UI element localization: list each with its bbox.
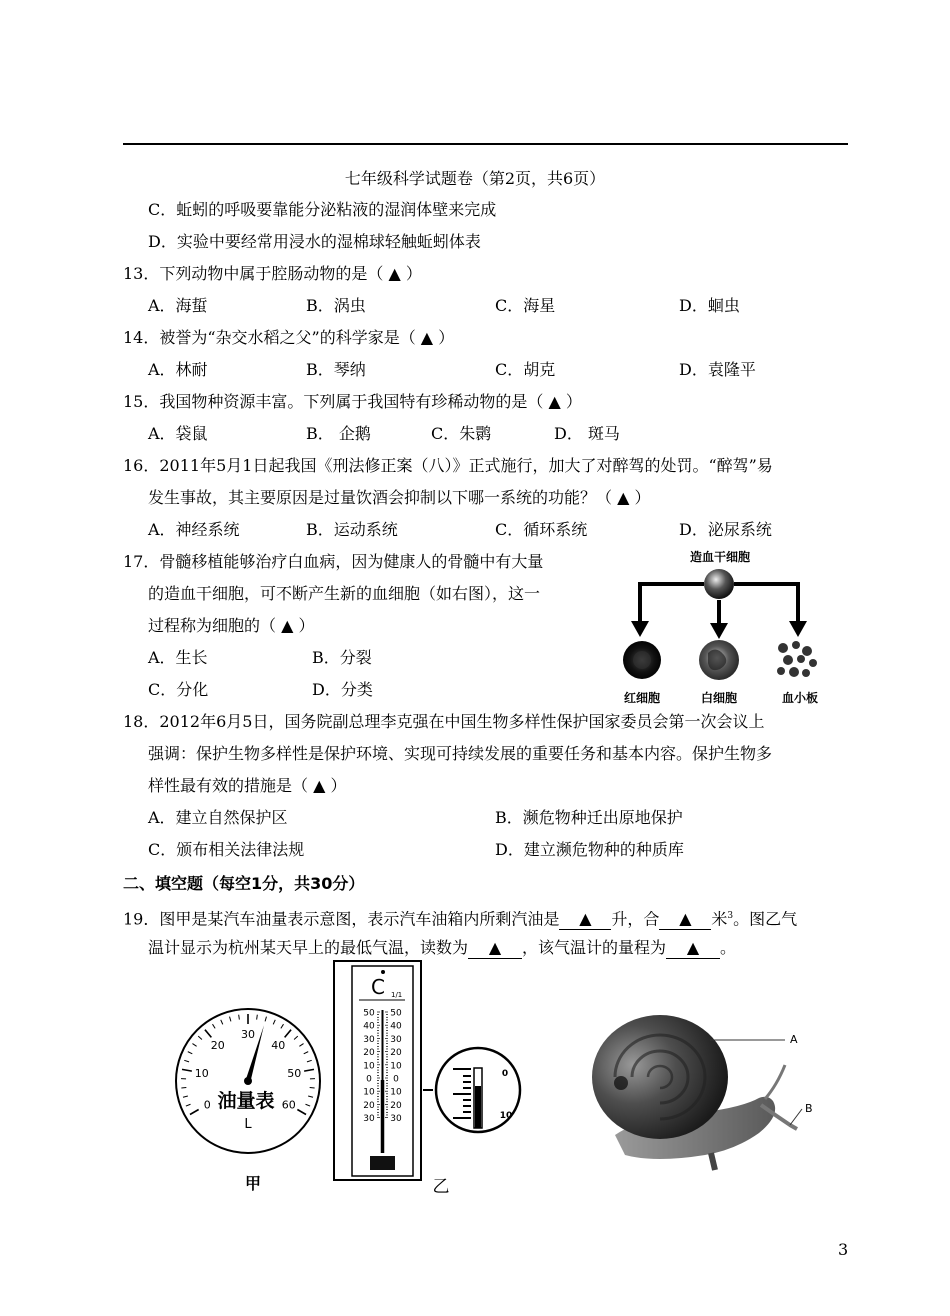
thermometer-scale-label: 20 — [363, 1048, 375, 1059]
arrowhead-white-icon — [710, 623, 728, 639]
gauge-tick — [310, 1087, 315, 1088]
q14-option-b: B．琴纳 — [306, 360, 366, 379]
red-cell-label: 红细胞 — [623, 691, 661, 705]
thermometer-scale-label: 50 — [390, 1008, 402, 1019]
section-2-title: 二、填空题（每空1分，共30分） — [123, 874, 365, 893]
q19-superscript: 3 — [727, 911, 734, 921]
q17-option-d: D．分类 — [312, 680, 373, 699]
q13-option-a: A．海蜇 — [148, 296, 208, 315]
q18-option-a: A．建立自然保护区 — [148, 808, 288, 827]
q17-line2: 的造血干细胞，可不断产生新的血细胞（如右图），这一 — [148, 584, 541, 603]
gauge-tick-label: 10 — [194, 1066, 209, 1080]
q18-option-c: C．颁布相关法律法规 — [148, 840, 305, 859]
q19-line1 — [123, 906, 797, 930]
thermometer-scale-label: 10 — [363, 1087, 375, 1098]
q17-option-c: C．分化 — [148, 680, 209, 699]
q16-line2: 发生事故，其主要原因是过量饮酒会抑制以下哪一系统的功能？（ ▲ ） — [148, 488, 651, 507]
gauge-caption: 甲 — [244, 1174, 262, 1193]
thermometer-scale-label: 10 — [363, 1061, 375, 1072]
zoom-liquid — [475, 1086, 481, 1128]
thermometer-scale-label: 30 — [390, 1034, 402, 1045]
zoom-label-0: 0 — [501, 1069, 509, 1079]
snail-tentacle-upper — [765, 1065, 785, 1099]
gauge-tick — [257, 1015, 258, 1020]
q17-option-b: B．分裂 — [312, 648, 372, 667]
fuel-gauge-figure — [175, 1003, 325, 1198]
q15-option-b: B． 企鹅 — [306, 424, 371, 443]
gauge-pivot — [244, 1077, 252, 1085]
thermometer-figure — [333, 960, 533, 1195]
q19-blank-reading: ▲ — [468, 938, 522, 959]
q13-option-b: B．涡虫 — [306, 296, 366, 315]
q13-stem: 13．下列动物中属于腔肠动物的是（ ▲ ） — [123, 264, 422, 283]
thermometer-caption: 乙 — [432, 1177, 450, 1195]
stem-cell-label: 造血干细胞 — [689, 550, 751, 564]
q14-option-a: A．林耐 — [148, 360, 208, 379]
stem-cell — [704, 569, 734, 599]
q18-option-b: B．濒危物种迁出原地保护 — [495, 808, 683, 827]
q19-text-1d: 。图乙气 — [733, 909, 798, 929]
q19-blank-range: ▲ — [666, 938, 720, 959]
thermometer-scale-label: 20 — [390, 1048, 402, 1059]
thermometer-scale-label: 10 — [390, 1061, 402, 1072]
thermometer-scale-label: 40 — [363, 1021, 375, 1032]
thermometer-scale-label: 30 — [390, 1114, 402, 1125]
q18-line1: 18．2012年6月5日，国务院副总理李克强在中国生物多样性保护国家委员会第一次会议上 — [123, 712, 765, 731]
arrow-to-platelet — [734, 584, 798, 623]
q17-option-a: A．生长 — [148, 648, 208, 667]
platelets — [777, 641, 817, 677]
snail-photo — [585, 1005, 825, 1175]
q15-option-a: A．袋鼠 — [148, 424, 208, 443]
thermometer-unit: C — [371, 975, 385, 999]
q16-option-c: C．循环系统 — [495, 520, 588, 539]
gauge-unit: L — [244, 1117, 252, 1132]
q16-option-a: A．神经系统 — [148, 520, 240, 539]
arrow-to-red — [640, 584, 704, 623]
q19-text-1c: 米 — [711, 909, 728, 929]
q19-line2 — [148, 938, 736, 959]
gauge-tick-label: 40 — [271, 1038, 286, 1052]
q18-line2: 强调：保护生物多样性是保护环境、实现可持续发展的重要任务和基本内容。保护生物多 — [148, 744, 773, 763]
q12-option-d: D．实验中要经常用浸水的湿棉球轻触蚯蚓体表 — [148, 232, 481, 251]
q14-option-d: D．袁隆平 — [679, 360, 756, 379]
q16-option-d: D．泌尿系统 — [679, 520, 772, 539]
q19-text-2b: ，该气温计的量程为 — [522, 938, 667, 957]
q15-option-c: C．朱鹮 — [431, 424, 492, 443]
header-rule — [123, 143, 848, 145]
q18-option-d: D．建立濒危物种的种质库 — [495, 840, 684, 859]
gauge-tick-label: 20 — [210, 1038, 225, 1052]
thermometer-unit-sub: 1/1 — [391, 991, 403, 999]
q16-line1: 16．2011年5月1日起我国《刑法修正案（八）》正式施行，加大了对醉驾的处罚。“醉驾”易 — [123, 456, 773, 475]
q13-option-d: D．蛔虫 — [679, 296, 740, 315]
label-line-b — [790, 1109, 802, 1125]
thermometer-scale-label: 30 — [363, 1034, 375, 1045]
platelet-label: 血小板 — [781, 691, 819, 705]
arrowhead-platelet-icon — [789, 621, 807, 637]
gauge-tick-label: 0 — [203, 1098, 211, 1112]
thermometer-scale-label: 50 — [363, 1008, 375, 1019]
thermometer-scale-label: 40 — [390, 1021, 402, 1032]
gauge-tick — [181, 1087, 186, 1088]
gauge-tick-label: 30 — [241, 1028, 255, 1041]
zoom-label-10: 10 — [499, 1111, 513, 1121]
q18-line3: 样性最有效的措施是（ ▲ ） — [148, 776, 347, 795]
stem-cell-figure — [600, 545, 840, 710]
page-header: 七年级科学试题卷（第2页，共6页） — [344, 169, 606, 188]
thermometer-scale-label: 0 — [393, 1074, 399, 1085]
q19-blank-liters: ▲ — [559, 909, 611, 930]
snail-label-b: B — [805, 1102, 813, 1115]
hanging-hole — [381, 970, 385, 974]
q19-text-1b: 升，合 — [611, 909, 660, 929]
gauge-label: 油量表 — [217, 1090, 275, 1112]
gauge-tick-label: 60 — [281, 1098, 296, 1112]
q12-option-c: C．蚯蚓的呼吸要靠能分泌粘液的湿润体壁来完成 — [148, 200, 497, 219]
snail-label-a: A — [790, 1033, 798, 1046]
q19-text-1a: 19．图甲是某汽车油量表示意图，表示汽车油箱内所剩汽油是 — [123, 909, 560, 929]
q15-stem: 15．我国物种资源丰富。下列属于我国特有珍稀动物的是（ ▲ ） — [123, 392, 582, 411]
thermometer-scale-label: 0 — [366, 1074, 372, 1085]
page-number: 3 — [838, 1240, 849, 1259]
q17-line3: 过程称为细胞的（ ▲ ） — [148, 616, 315, 635]
q19-text-2a: 温计显示为杭州某天早上的最低气温，读数为 — [148, 938, 469, 957]
thermometer-scale-label: 10 — [390, 1087, 402, 1098]
q13-option-c: C．海星 — [495, 296, 556, 315]
thermometer-scale-label: 30 — [363, 1114, 375, 1125]
white-cell-label: 白细胞 — [700, 691, 738, 705]
q14-stem: 14．被誉为“杂交水稻之父”的科学家是（ ▲ ） — [123, 328, 455, 347]
q17-line1: 17．骨髓移植能够治疗白血病，因为健康人的骨髓中有大量 — [123, 552, 544, 571]
thermometer-scale-label: 20 — [363, 1100, 375, 1111]
arrowhead-red-icon — [631, 621, 649, 637]
thermometer-scale-label: 20 — [390, 1100, 402, 1111]
q14-option-c: C．胡克 — [495, 360, 556, 379]
q19-blank-m3: ▲ — [659, 909, 711, 930]
q16-option-b: B．运动系统 — [306, 520, 398, 539]
thermometer-bulb — [370, 1156, 395, 1170]
q19-text-2c: 。 — [720, 938, 737, 957]
gauge-tick — [239, 1015, 240, 1020]
gauge-tick-label: 50 — [287, 1066, 302, 1080]
q15-option-d: D． 斑马 — [554, 424, 620, 443]
